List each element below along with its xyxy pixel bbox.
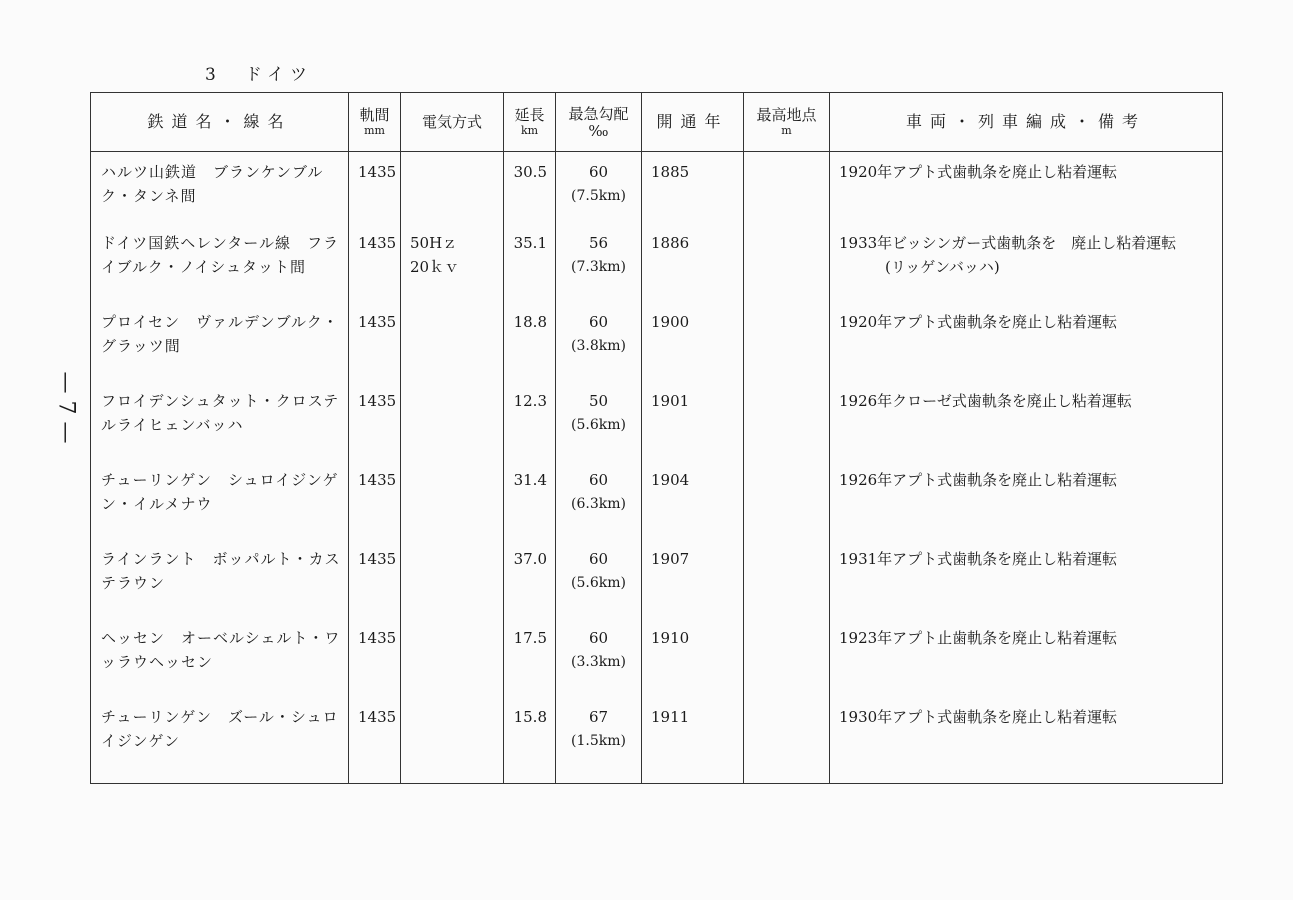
cell-grade: 50 (5.6km) (556, 389, 642, 468)
cell-gauge: 1435 (349, 468, 401, 547)
cell-highest (744, 152, 830, 231)
cell-length: 35.1 (504, 231, 556, 310)
cell-highest (744, 231, 830, 310)
cell-opened: 1900 (642, 310, 744, 389)
cell-gauge: 1435 (349, 389, 401, 468)
cell-remarks: 1931年アプト式歯軌条を廃止し粘着運転 (830, 547, 1223, 626)
cell-highest (744, 389, 830, 468)
header-opened: 開通年 (642, 93, 744, 152)
cell-electric (401, 626, 504, 705)
cell-length: 30.5 (504, 152, 556, 231)
cell-length: 17.5 (504, 626, 556, 705)
page-number: — 7 — (53, 371, 79, 444)
cell-electric (401, 547, 504, 626)
cell-opened: 1911 (642, 705, 744, 784)
cell-remarks: 1933年ビッシンガー式歯軌条を 廃止し粘着運転 (リッゲンバッハ) (830, 231, 1223, 310)
section-title: 3 ドイツ (205, 65, 313, 85)
table-row (91, 231, 1223, 310)
table-row (91, 468, 1223, 547)
header-name: 鉄道名・線名 (91, 93, 349, 152)
cell-opened: 1901 (642, 389, 744, 468)
cell-highest (744, 626, 830, 705)
cell-name: ドイツ国鉄ヘレンタール線 フライブルク・ノイシュタット間 (91, 231, 349, 310)
cell-name: ヘッセン オーベルシェルト・ワッラウヘッセン (91, 626, 349, 705)
cell-grade: 56 (7.3km) (556, 231, 642, 310)
cell-remarks: 1920年アプト式歯軌条を廃止し粘着運転 (830, 310, 1223, 389)
cell-grade: 60 (5.6km) (556, 547, 642, 626)
cell-electric: 50Hｚ 20ｋｖ (401, 231, 504, 310)
cell-name: フロイデンシュタット・クロステルライヒェンバッハ (91, 389, 349, 468)
cell-grade: 60 (3.3km) (556, 626, 642, 705)
cell-opened: 1885 (642, 152, 744, 231)
cell-gauge: 1435 (349, 152, 401, 231)
cell-remarks: 1926年アプト式歯軌条を廃止し粘着運転 (830, 468, 1223, 547)
cell-grade: 60 (7.5km) (556, 152, 642, 231)
cell-electric (401, 152, 504, 231)
cell-grade: 60 (6.3km) (556, 468, 642, 547)
cell-name: チューリンゲン シュロイジンゲン・イルメナウ (91, 468, 349, 547)
cell-highest (744, 468, 830, 547)
cell-remarks: 1920年アプト式歯軌条を廃止し粘着運転 (830, 152, 1223, 231)
cell-electric (401, 705, 504, 784)
header-grade: 最急勾配 ‰ (556, 93, 642, 152)
cell-remarks: 1930年アプト式歯軌条を廃止し粘着運転 (830, 705, 1223, 784)
cell-electric (401, 468, 504, 547)
cell-gauge: 1435 (349, 231, 401, 310)
cell-highest (744, 310, 830, 389)
cell-gauge: 1435 (349, 310, 401, 389)
table-row (91, 626, 1223, 705)
table-row (91, 152, 1223, 231)
cell-gauge: 1435 (349, 705, 401, 784)
cell-name: チューリンゲン ズール・シュロイジンゲン (91, 705, 349, 784)
railway-table (90, 92, 1223, 784)
header-length: 延長 km (504, 93, 556, 152)
header-highest: 最高地点 m (744, 93, 830, 152)
cell-length: 31.4 (504, 468, 556, 547)
header-row (91, 93, 1223, 152)
cell-length: 15.8 (504, 705, 556, 784)
table-row (91, 705, 1223, 784)
table-row (91, 389, 1223, 468)
cell-opened: 1907 (642, 547, 744, 626)
cell-length: 12.3 (504, 389, 556, 468)
cell-gauge: 1435 (349, 547, 401, 626)
cell-length: 18.8 (504, 310, 556, 389)
cell-gauge: 1435 (349, 626, 401, 705)
cell-opened: 1910 (642, 626, 744, 705)
cell-name: ラインラント ボッパルト・カステラウン (91, 547, 349, 626)
header-remarks: 車両・列車編成・備考 (830, 93, 1223, 152)
cell-highest (744, 705, 830, 784)
cell-name: ハルツ山鉄道 ブランケンブルク・タンネ間 (91, 152, 349, 231)
cell-remarks: 1926年クローゼ式歯軌条を廃止し粘着運転 (830, 389, 1223, 468)
cell-opened: 1904 (642, 468, 744, 547)
table-row (91, 310, 1223, 389)
table-row (91, 547, 1223, 626)
header-gauge: 軌間 mm (349, 93, 401, 152)
cell-remarks: 1923年アプト止歯軌条を廃止し粘着運転 (830, 626, 1223, 705)
cell-grade: 60 (3.8km) (556, 310, 642, 389)
cell-length: 37.0 (504, 547, 556, 626)
cell-grade: 67 (1.5km) (556, 705, 642, 784)
cell-name: プロイセン ヴァルデンブルク・グラッツ間 (91, 310, 349, 389)
cell-electric (401, 310, 504, 389)
cell-highest (744, 547, 830, 626)
cell-opened: 1886 (642, 231, 744, 310)
header-electric: 電気方式 (401, 93, 504, 152)
cell-electric (401, 389, 504, 468)
